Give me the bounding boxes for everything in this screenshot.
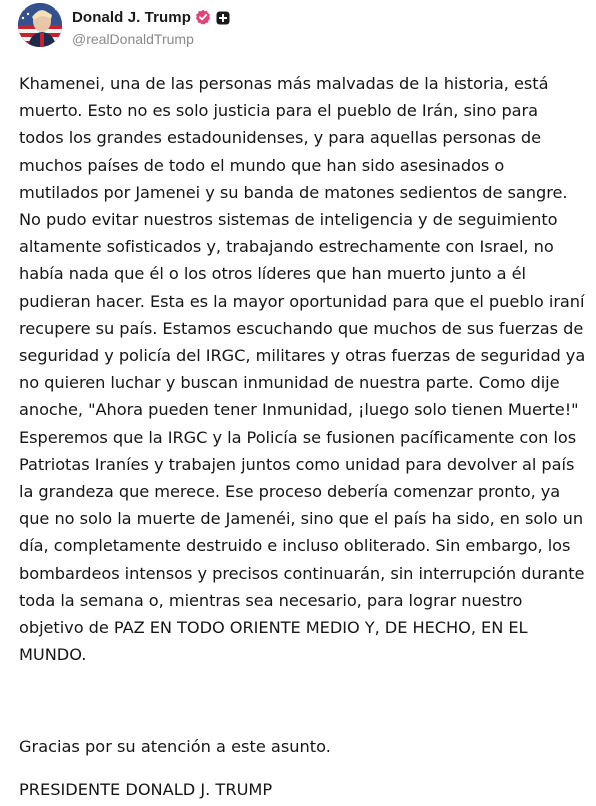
post-header (18, 3, 230, 49)
author-block (72, 3, 230, 47)
avatar-image (18, 3, 62, 47)
name-row (72, 7, 230, 27)
display-name[interactable]: Donald J. Trump (72, 8, 192, 26)
post-closing-line: Gracias por su atención a este asunto. (19, 737, 331, 756)
avatar[interactable] (18, 3, 62, 47)
plus-square-icon[interactable] (216, 10, 230, 24)
post-signature: PRESIDENTE DONALD J. TRUMP (19, 780, 273, 799)
post-paragraph: Khamenei, una de las personas más malvadas de la historia, está muerto. Esto no es solo justicia para el pueblo de Irán, sino para todos los grandes estadounidenses, y para aquellas personas de muchos países de todo el mundo que han sido asesinados o mutilados por Jamenei y su banda de matones sedientos de sangre. No pudo evitar nuestros sistemas de inteligencia y de seguimiento altamente sofisticados y, trabajando estrechamente con Israel, no había nada que él o los otros líderes que han muerto junto a él pudieran hacer. Esta es la mayor oportunidad para que el pueblo iraní recupere su país. Estamos escuchando que muchos de sus fuerzas de seguridad y policía del IRGC, militares y otras fuerzas de seguridad ya no quieren luchar y buscan inmunidad de nuestra parte. Como dije anoche, "Ahora pueden tener Inmunidad, ¡luego solo tienen Muerte!" Esperemos que la IRGC y la Policía se fusionen pacíficamente con los Patriotas Iraníes y trabajen juntos como unidad para devolver al país la grandeza que merece. Ese proceso debería comenzar pronto, ya que no solo la muerte de Jamenéi, sino que el país ha sido, en solo un día, completamente destruido e incluso obliterado. Sin embargo, los bombardeos intensos y precisos continuarán, sin interrupción durante toda la semana o, mientras sea necesario, para lograr nuestro objetivo de PAZ EN TODO ORIENTE MEDIO Y, DE HECHO, EN EL MUNDO. (19, 74, 586, 665)
verified-badge-icon (195, 9, 211, 25)
author-handle[interactable]: @realDonaldTrump (72, 31, 194, 47)
post-body (19, 70, 587, 668)
